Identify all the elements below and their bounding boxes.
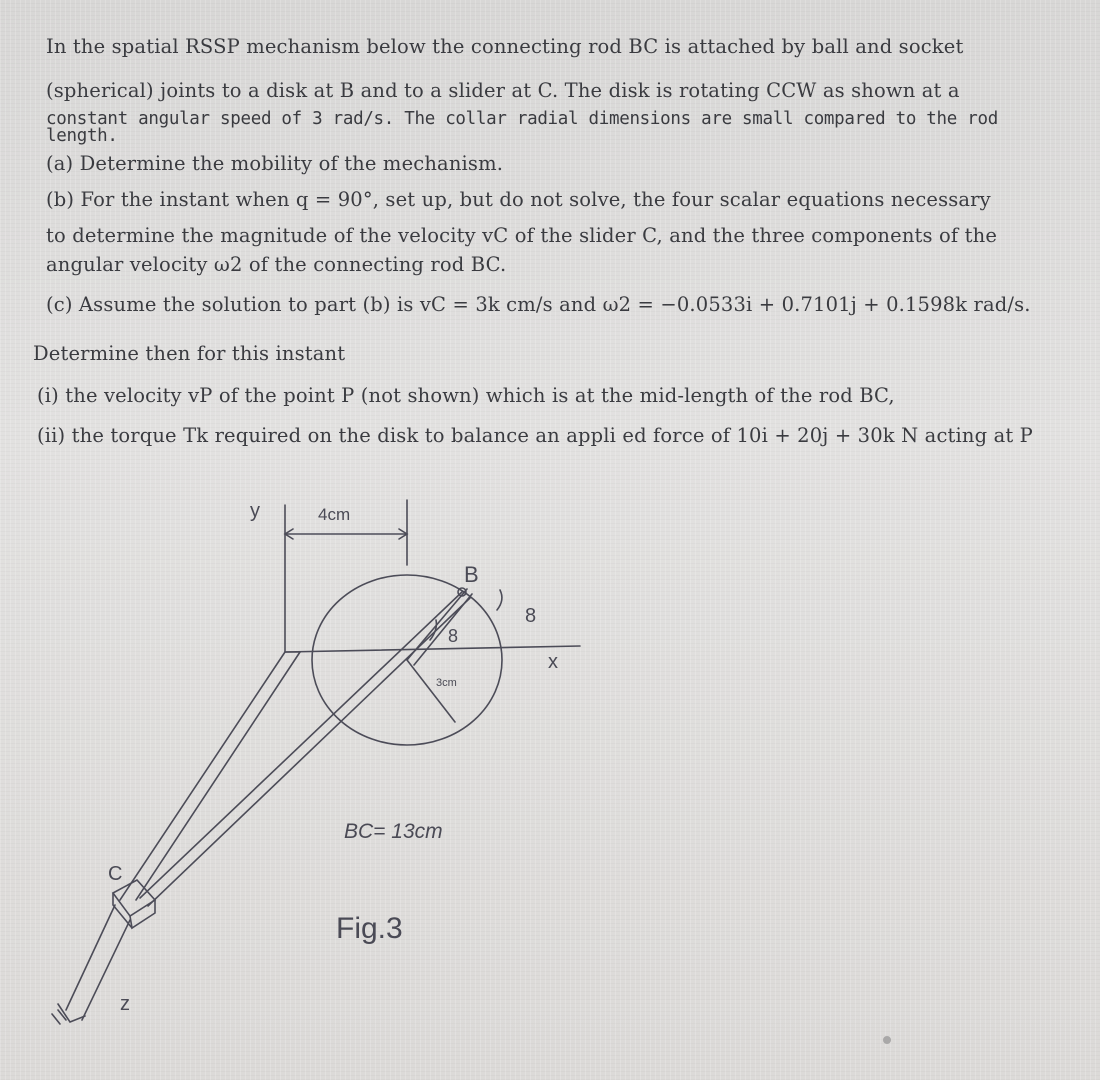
part-a: (a) Determine the mobility of the mechanism. <box>46 152 504 175</box>
intro-line-2: (spherical) joints to a disk at B and to a slider at C. The disk is rotating CCW as shown at a <box>46 79 960 102</box>
label-q-center: 8 <box>448 626 459 646</box>
figure-caption: Fig.3 <box>336 912 403 945</box>
part-b-line-3: angular velocity ω2 of the connecting rod BC. <box>46 253 507 276</box>
part-c: (c) Assume the solution to part (b) is vC = 3k cm/s and ω2 = −0.0533i + 0.7101j + 0.1598k rad/s. <box>46 293 1031 316</box>
collar-box <box>113 880 155 916</box>
background-dot <box>883 1036 891 1044</box>
label-3cm: 3cm <box>436 677 457 689</box>
angle-arc-b <box>497 590 502 610</box>
part-b-line-2: to determine the magnitude of the velocity vC of the slider C, and the three components of the <box>46 224 998 247</box>
label-z: z <box>120 993 130 1015</box>
label-4cm: 4cm <box>318 505 351 524</box>
item-i: (i) the velocity vP of the point P (not shown) which is at the mid-length of the rod BC, <box>37 384 895 407</box>
intro-line-1: In the spatial RSSP mechanism below the connecting rod BC is attached by ball and socket <box>46 35 964 58</box>
z-shaft-line-1 <box>66 905 115 1010</box>
label-y: y <box>250 500 260 522</box>
determine-then: Determine then for this instant <box>33 342 346 365</box>
rod-bc-line-2 <box>148 598 470 906</box>
label-q-near-b: 8 <box>525 605 537 627</box>
label-b: B <box>464 562 479 587</box>
part-b-line-1: (b) For the instant when q = 90°, set up, but do not solve, the four scalar equations necessary <box>46 188 991 211</box>
strut-line-1 <box>120 652 285 900</box>
x-axis-line <box>285 646 580 652</box>
radius-line <box>407 660 455 722</box>
label-bc-length: BC= 13cm <box>344 820 443 843</box>
intro-line-3: constant angular speed of 3 rad/s. The collar radial dimensions are small compared to the rod <box>46 109 998 129</box>
label-c: C <box>108 863 123 885</box>
strut-line-2 <box>136 652 300 900</box>
label-x: x <box>548 651 558 673</box>
intro-line-4: length. <box>46 126 118 146</box>
item-ii: (ii) the torque Tk required on the disk to balance an appli ed force of 10i + 20j + 30k N acting at P <box>37 424 1033 447</box>
z-shaft-end <box>58 1004 85 1022</box>
